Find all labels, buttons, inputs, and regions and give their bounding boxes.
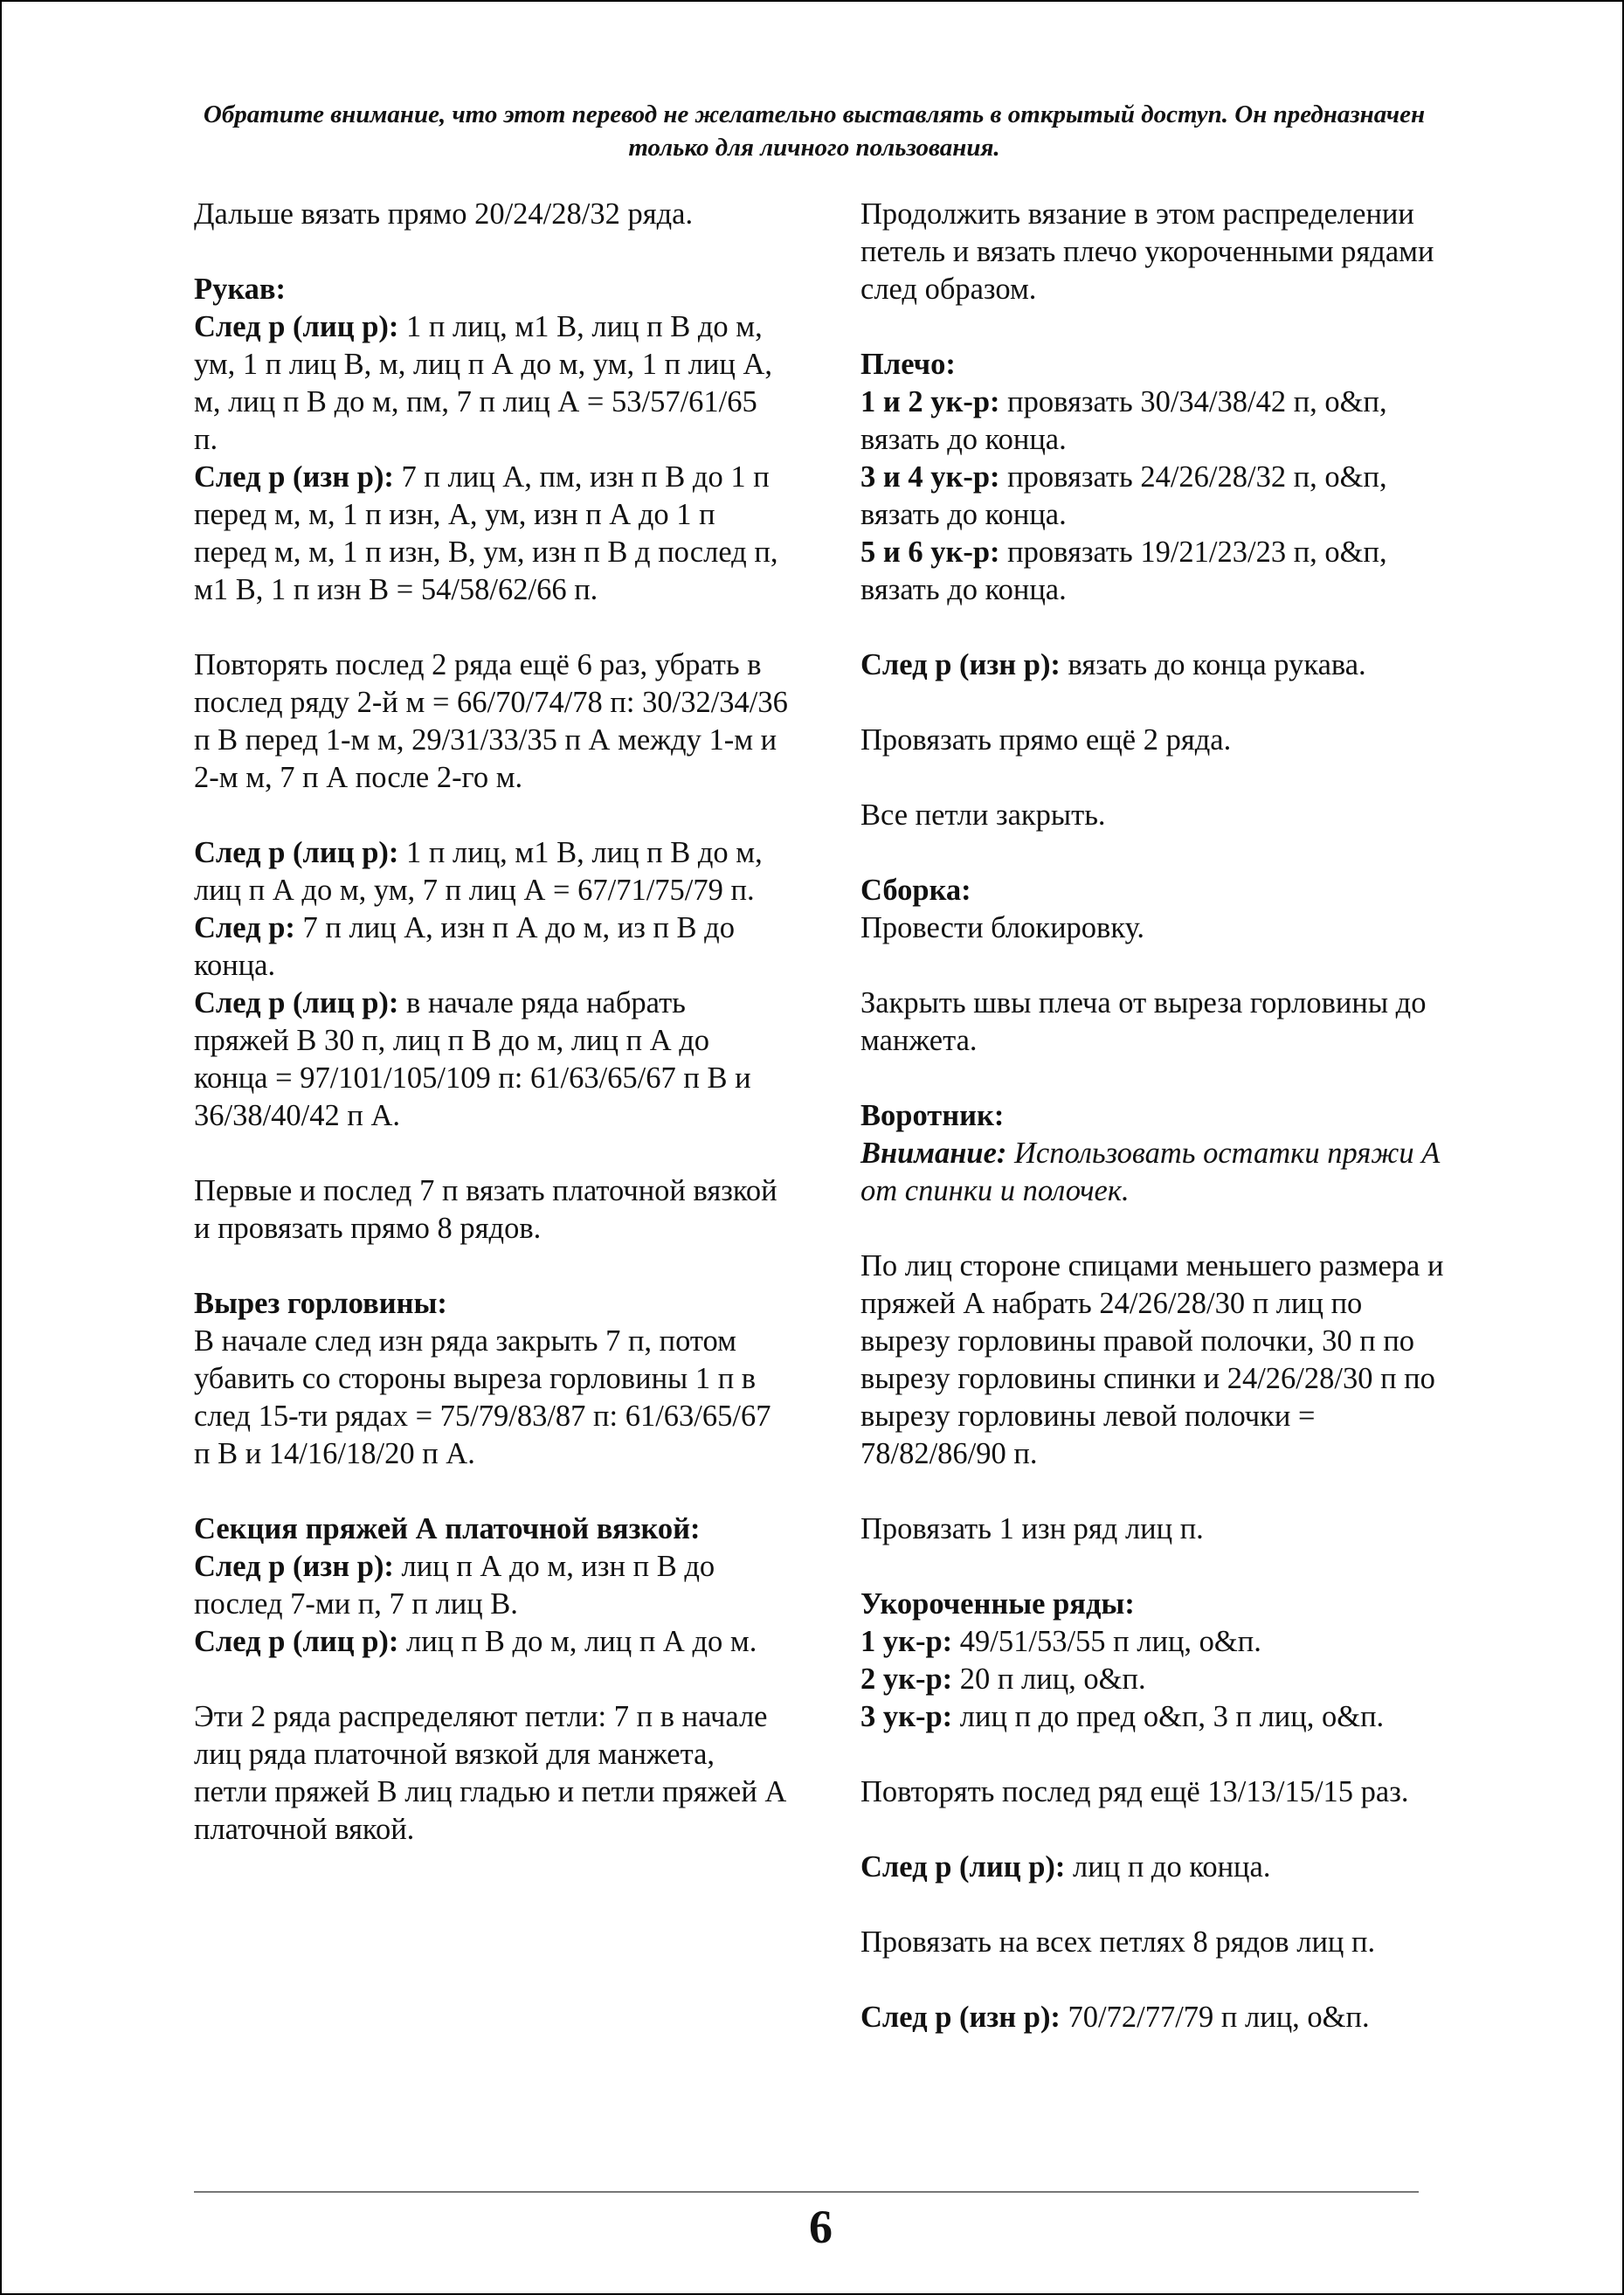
paragraph: Провязать прямо ещё 2 ряда. [860, 723, 1232, 757]
instruction-row: След р (лиц р): лиц п до конца. [860, 1850, 1271, 1884]
paragraph: Провести блокировку. [860, 911, 1145, 944]
instruction-row: 3 ук-р: лиц п до пред о&п, 3 п лиц, о&п. [860, 1700, 1385, 1733]
instruction-row: След р (лиц р): в начале ряда набрать пряжей В 30 п, лиц п В до м, лиц п А до конца = 97/101/105/109 п: 61/63/65/67 п В и 36/38/40/42 п А. [194, 986, 751, 1132]
paragraph: Закрыть швы плеча от выреза горловины до манжета. [860, 986, 1427, 1057]
paragraph: Повторять послед 2 ряда ещё 6 раз, убрать в послед ряду 2-й м = 66/70/74/78 п: 30/32/34/36 п В перед 1-м м, 29/31/33/35 п А между 1-м и 2-м м, 7 п А после 2-го м. [194, 648, 788, 794]
assembly-heading: Сборка: [860, 874, 971, 907]
paragraph: Дальше вязать прямо 20/24/28/32 ряда. [194, 197, 694, 231]
neckline-heading: Вырез горловины: [194, 1287, 447, 1320]
instruction-row: 5 и 6 ук-р: провязать 19/21/23/23 п, о&п, вязать до конца. [860, 536, 1387, 606]
footer-divider [194, 2191, 1419, 2193]
shoulder-heading: Плечо: [860, 348, 956, 381]
paragraph: Провязать на всех петлях 8 рядов лиц п. [860, 1925, 1376, 1959]
instruction-row: След р (лиц р): лиц п В до м, лиц п А до м. [194, 1625, 757, 1658]
paragraph: По лиц стороне спицами меньшего размера и пряжей А набрать 24/26/28/30 п лиц по вырезу горловины правой полочки, 30 п по вырезу горловины спинки и 24/26/28/30 п по вырезу горловины левой полочки = 78/82/86/90 п. [860, 1249, 1444, 1470]
sleeve-heading: Рукав: [194, 273, 287, 306]
translation-notice: Обратите внимание, что этот перевод не желательно выставлять в открытый доступ. Он предназначен только для личного пользования. [203, 100, 1426, 162]
paragraph: Повторять послед ряд ещё 13/13/15/15 раз. [860, 1775, 1409, 1808]
instruction-row: След р (изн р): лиц п А до м, изн п В до послед 7-ми п, 7 п лиц В. [194, 1550, 715, 1621]
instruction-row: След р (изн р): 70/72/77/79 п лиц, о&п. [860, 2001, 1370, 2034]
paragraph: Продолжить вязание в этом распределении петель и вязать плечо укороченными рядами след образом. [860, 197, 1434, 306]
paragraph: Провязать 1 изн ряд лиц п. [860, 1512, 1204, 1545]
instruction-row: 3 и 4 ук-р: провязать 24/26/28/32 п, о&п, вязать до конца. [860, 460, 1387, 531]
attention-note: Внимание: Использовать остатки пряжи А от спинки и полочек. [860, 1137, 1441, 1207]
instruction-row: След р (изн р): вязать до конца рукава. [860, 648, 1366, 681]
collar-heading: Воротник: [860, 1099, 1005, 1132]
page-number: 6 [809, 2201, 833, 2253]
instruction-row: 2 ук-р: 20 п лиц, о&п. [860, 1662, 1146, 1696]
instruction-row: След р (изн р): 7 п лиц А, пм, изн п В до 1 п перед м, м, 1 п изн, А, ум, изн п А до 1 п перед м, м, 1 п изн, В, ум, изн п В д послед п, м1 В, 1 п изн В = 54/58/62/66 п. [194, 460, 778, 606]
instruction-row: След р: 7 п лиц А, изн п А до м, из п В до конца. [194, 911, 735, 982]
paragraph: Эти 2 ряда распределяют петли: 7 п в начале лиц ряда платочной вязкой для манжета, петли пряжей В лиц гладью и петли пряжей А платочной вякой. [194, 1700, 787, 1846]
paragraph: В начале след изн ряда закрыть 7 п, потом убавить со стороны выреза горловины 1 п в след 15-ти рядах = 75/79/83/87 п: 61/63/65/67 п В и 14/16/18/20 п А. [194, 1324, 771, 1470]
paragraph: Все петли закрыть. [860, 798, 1106, 832]
instruction-row: След р (лиц р): 1 п лиц, м1 В, лиц п В до м, ум, 1 п лиц В, м, лиц п А до м, ум, 1 п лиц А, м, лиц п В до м, пм, 7 п лиц А = 53/57/61/65 п. [194, 310, 773, 456]
short-rows-heading: Укороченные ряды: [860, 1587, 1135, 1621]
right-column [860, 196, 1455, 2074]
left-column [194, 196, 788, 1886]
instruction-row: 1 и 2 ук-р: провязать 30/34/38/42 п, о&п, вязать до конца. [860, 385, 1387, 456]
instruction-row: 1 ук-р: 49/51/53/55 п лиц, о&п. [860, 1625, 1261, 1658]
paragraph: Первые и послед 7 п вязать платочной вязкой и провязать прямо 8 рядов. [194, 1174, 777, 1245]
instruction-row: След р (лиц р): 1 п лиц, м1 В, лиц п В до м, лиц п А до м, ум, 7 п лиц А = 67/71/75/79 п. [194, 836, 763, 907]
section-heading: Секция пряжей А платочной вязкой: [194, 1512, 701, 1545]
